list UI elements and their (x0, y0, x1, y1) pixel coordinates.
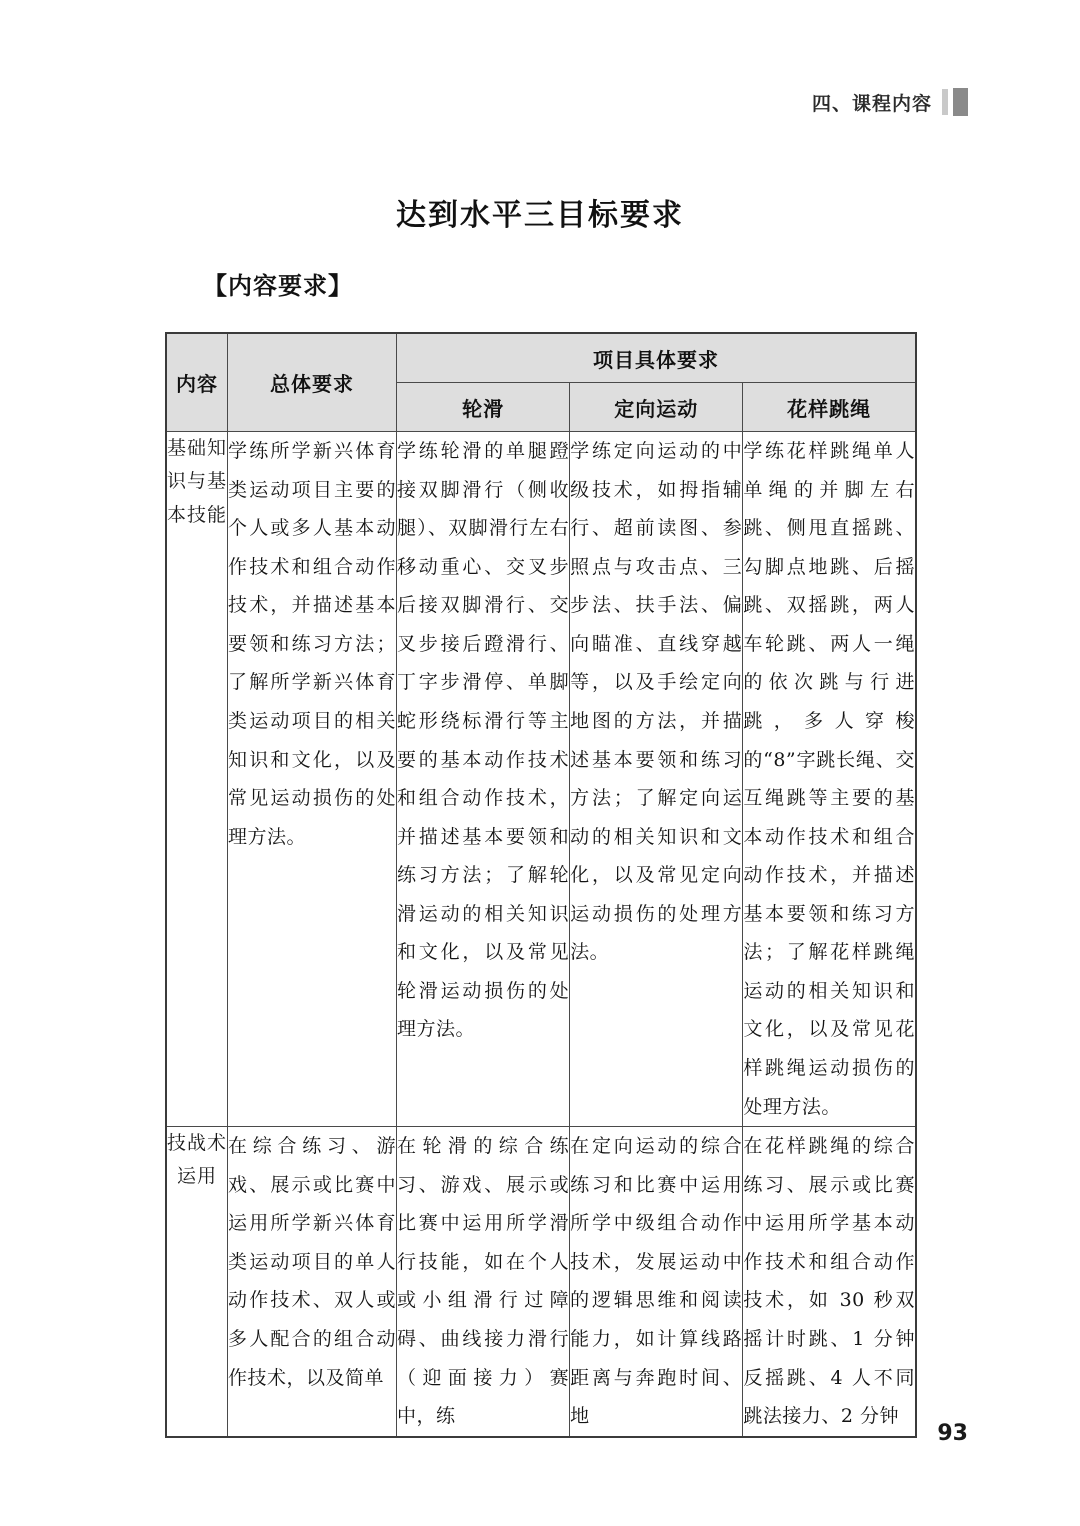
page-title: 达到水平三目标要求 (396, 198, 684, 233)
header-content: 内容 (166, 333, 228, 432)
cell-overall-tactics: 在综合练习、游戏、展示或比赛中运用所学新兴体育类运动项目的单人动作技术、双人或多人配合的组合动作技术，以及简单 (228, 1127, 397, 1437)
running-header (812, 88, 968, 116)
content-requirements-table (165, 332, 917, 1438)
cell-ropeskipping-tactics: 在花样跳绳的综合练习、展示或比赛中运用所学基本动作技术和组合动作技术，如 30 秒双摇计时跳、1 分钟反摇跳、4 人不同跳法接力、2 分钟 (743, 1127, 916, 1437)
bar-light-icon (942, 89, 948, 115)
content-requirements-table-wrapper (165, 332, 917, 1438)
section-heading: 【内容要求】 (203, 272, 353, 300)
header-group-specific: 项目具体要求 (397, 333, 917, 383)
header-sub-rollerskating: 轮滑 (397, 383, 570, 432)
table-row (166, 432, 916, 1127)
cell-rollerskating-basic: 学练轮滑的单腿蹬接双脚滑行（侧收腿）、双脚滑行左右移动重心、交叉步后接双脚滑行、交叉步接后蹬滑行、丁字步滑停、单脚蛇形绕标滑行等主要的基本动作技术和组合动作技术，并描述基本要领和练习方法；了解轮滑运动的相关知识和文化，以及常见轮滑运动损伤的处理方法。 (397, 432, 570, 1127)
cell-ropeskipping-basic: 学练花样跳绳单人单绳的并脚左右跳、侧甩直摇跳、勾脚点地跳、后摇跳、双摇跳，两人车轮跳、两人一绳的依次跳与行进跳，多人穿梭的“8”字跳长绳、交互绳跳等主要的基本动作技术和组合动作技术，并描述基本要领和练习方法；了解花样跳绳运动的相关知识和文化，以及常见花样跳绳运动损伤的处理方法。 (743, 432, 916, 1127)
table-body (166, 432, 916, 1437)
cell-orienteering-tactics: 在定向运动的综合练习和比赛中运用所学中级组合动作技术，发展运动中的逻辑思维和阅读能力，如计算线路距离与奔跑时间、地 (570, 1127, 743, 1437)
header-decoration (942, 88, 968, 116)
table-header-row-1 (166, 333, 916, 383)
table-row (166, 1127, 916, 1437)
cell-overall-basic: 学练所学新兴体育类运动项目主要的个人或多人基本动作技术和组合动作技术，并描述基本要领和练习方法；了解所学新兴体育类运动项目的相关知识和文化，以及常见运动损伤的处理方法。 (228, 432, 397, 1127)
header-overall: 总体要求 (228, 333, 397, 432)
header-sub-ropeskipping: 花样跳绳 (743, 383, 916, 432)
bar-dark-icon (953, 88, 968, 116)
row-category-tactics: 技战术运用 (166, 1127, 228, 1437)
table-head (166, 333, 916, 432)
row-category-basic-knowledge: 基础知识与基本技能 (166, 432, 228, 1127)
chapter-label: 四、课程内容 (811, 92, 932, 115)
header-sub-orienteering: 定向运动 (570, 383, 743, 432)
cell-orienteering-basic: 学练定向运动的中级技术，如拇指辅行、超前读图、参照点与攻击点、三步法、扶手法、偏向瞄准、直线穿越等，以及手绘定向地图的方法，并描述基本要领和练习方法；了解定向运动的相关知识和文化，以及常见定向运动损伤的处理方法。 (570, 432, 743, 1127)
cell-rollerskating-tactics: 在轮滑的综合练习、游戏、展示或比赛中运用所学滑行技能，如在个人或小组滑行过障碍、曲线接力滑行（迎面接力）赛中，练 (397, 1127, 570, 1437)
page-number: 93 (937, 1421, 968, 1446)
